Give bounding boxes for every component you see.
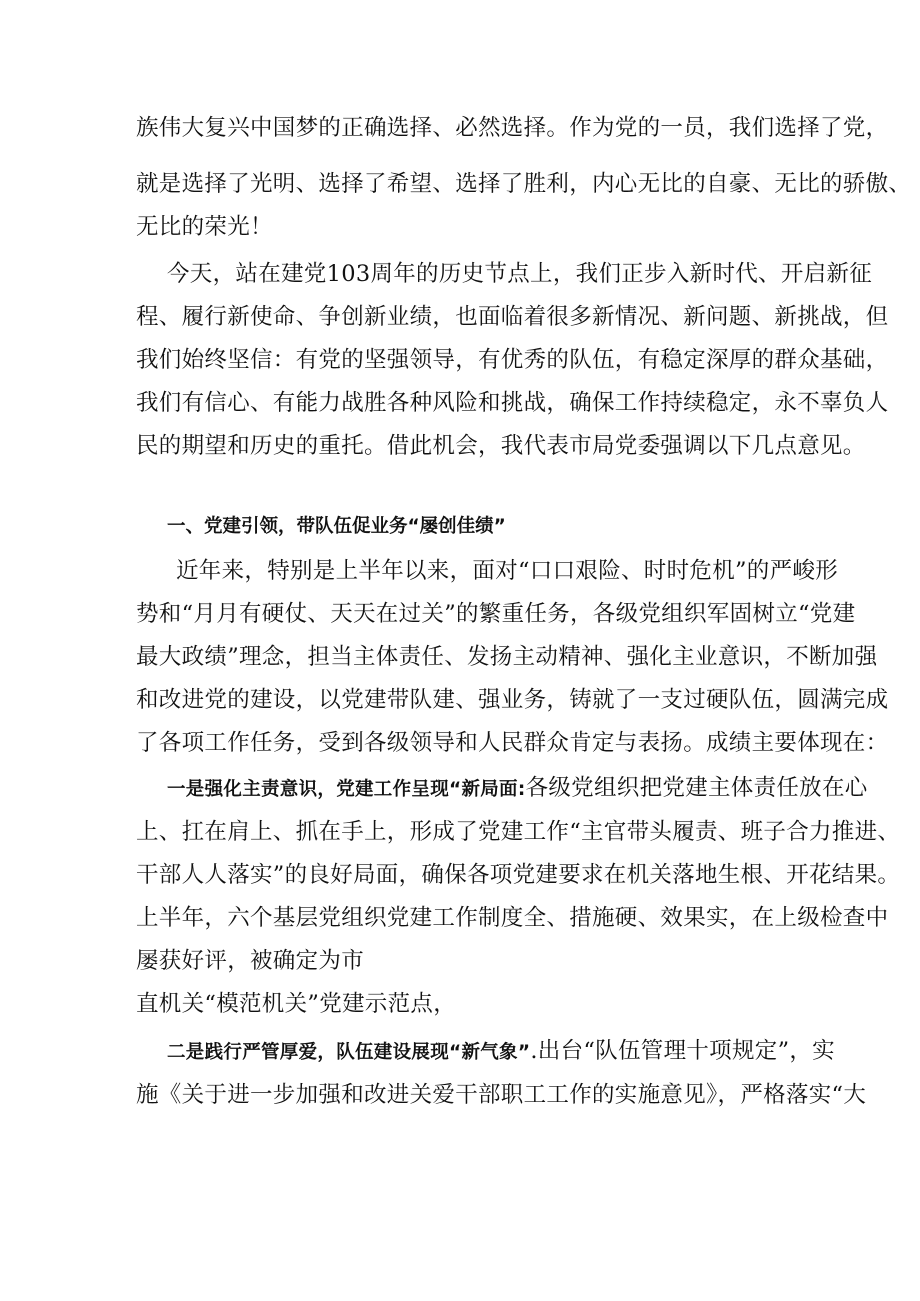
p4-line-1 <box>167 773 868 805</box>
p3-line-5: 了各项工作任务，受到各级领导和人民群众肯定与表扬。成绩主要体现在： <box>136 730 889 756</box>
p1-line-3: 无比的荣光！ <box>136 214 273 240</box>
p5-line-1 <box>167 1036 835 1068</box>
p2-line-3: 我们始终坚信：有党的坚强领导，有优秀的队伍，有稳定深厚的群众基础， <box>136 347 889 373</box>
p5-first-rest: .出台“队伍管理十项规定”，实 <box>530 1038 835 1064</box>
p2-line-2: 程、履行新使命、争创新业绩，也面临着很多新情况、新问题、新挑战，但 <box>136 304 889 330</box>
section-heading-1: 一、党建引领，带队伍促业务“屡创佳绩” <box>167 516 506 537</box>
p2-line-4: 我们有信心、有能力战胜各种风险和挑战，确保工作持续稳定，永不辜负人 <box>136 390 889 416</box>
p4-first-rest: 各级党组织把党建主体责任放在心 <box>525 775 868 801</box>
p3-line-4: 和改进党的建设，以党建带队建、强业务，铸就了一支过硬队伍，圆满完成 <box>136 687 889 713</box>
p5-lead: 二是践行严管厚爱，队伍建设展现“新气象” <box>167 1042 531 1063</box>
p3-line-2: 势和“月月有硬仗、天天在过关”的繁重任务，各级党组织军固树立“党建 <box>136 601 856 627</box>
p2-line-5: 民的期望和历史的重托。借此机会，我代表市局党委强调以下几点意见。 <box>136 433 866 459</box>
p4-line-3: 干部人人落实”的良好局面，确保各项党建要求在机关落地生根、开花结果。 <box>136 862 901 888</box>
p5-line-2: 施《关于进一步加强和改进关爱干部职工工作的实施意见》，严格落实“大 <box>136 1082 867 1108</box>
p4-lead: 一是强化主责意识，党建工作呈现“新局面: <box>167 779 526 800</box>
p4-line-4: 上半年，六个基层党组织党建工作制度全、措施硬、效果实，在上级检查中 <box>136 905 889 931</box>
p1-line-2: 就是选择了光明、选择了希望、选择了胜利，内心无比的自豪、无比的骄傲、 <box>136 171 912 197</box>
p4-line-2: 上、扛在肩上、抓在手上，形成了党建工作“主官带头履责、班子合力推进、 <box>136 819 901 845</box>
p3-line-3: 最大政绩”理念，担当主体责任、发扬主动精神、强化主业意识，不断加强 <box>136 644 878 670</box>
p2-line-1: 今天，站在建党103周年的历史节点上，我们正步入新时代、开启新征 <box>167 261 873 287</box>
p1-line-1: 族伟大复兴中国梦的正确选择、必然选择。作为党的一员，我们选择了党， <box>136 115 889 141</box>
p4-line-6: 直机关“模范机关”党建示范点， <box>136 991 457 1017</box>
p3-line-1: 近年来，特别是上半年以来，面对“口口艰险、时时危机”的严峻形 <box>176 558 839 584</box>
p4-line-5: 屡获好评，被确定为市 <box>136 948 365 974</box>
